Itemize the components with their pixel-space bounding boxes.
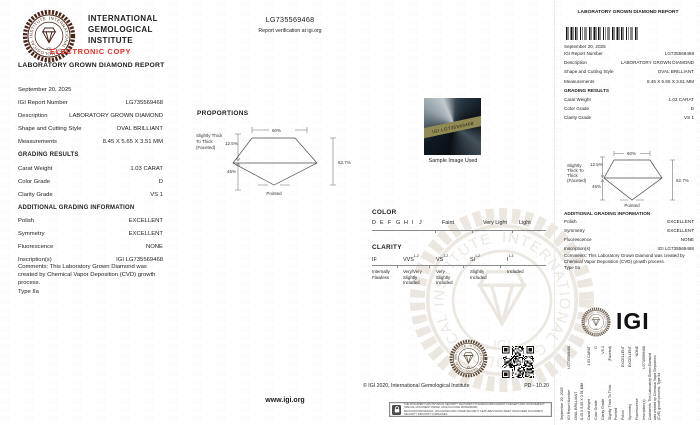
symmetry-value: EXCELLENT	[128, 231, 163, 238]
diamond-profile-diagram	[195, 120, 381, 212]
clarity-value: VS 1	[150, 191, 163, 198]
stub-color-value: D	[690, 106, 694, 112]
stub-polish-label: Polish	[564, 219, 577, 224]
stub-inscription-value: IGI LG735569468	[657, 246, 694, 252]
tab-row: Polish	[621, 410, 626, 420]
org-name	[88, 13, 158, 46]
stub-crown-pct: 12.5%	[590, 162, 603, 167]
report-date: September 20, 2025	[18, 87, 72, 93]
measurements-value: 8.45 X 5.65 X 3.51 MM	[102, 139, 163, 146]
stub-comments-block	[564, 253, 695, 272]
clarity-grade-si: SI	[470, 256, 476, 263]
tab-row: Fluorescence	[634, 398, 639, 420]
tab-row: Color Grade	[593, 400, 598, 420]
color-scale-heading: COLOR	[372, 209, 397, 216]
report-number-row	[18, 100, 163, 106]
stub-girdle-label-1: Slightly	[567, 163, 582, 168]
stub-grading-results-header: GRADING RESULTS	[564, 87, 609, 93]
report-fields	[18, 87, 163, 270]
comments-block	[18, 263, 161, 296]
security-strip	[389, 402, 552, 417]
tab-row: Inscription(s)	[641, 399, 646, 420]
clarity-scale	[372, 244, 548, 284]
color-scale	[372, 209, 548, 235]
stub-comments-text: Comments: This Laboratory Grown Diamond was created by Chemical Vapor Deposition (CVD) growth process.	[564, 253, 685, 265]
top-report-number: LG735569468	[265, 15, 315, 24]
stub-report-fields	[564, 51, 694, 125]
clarity-scale-tick	[463, 265, 464, 268]
clarity-scale-heading: CLARITY	[372, 244, 402, 251]
color-scale-tick	[512, 230, 513, 233]
security-line-2: BACKGROUND DESIGN, HOLOGRAM AND OTHER SECURITY FEATURES WHICH MEET OR EXCEED DOCUMENT SECURITY INDUSTRY GUIDELINES.	[404, 409, 543, 416]
stub-girdle-label-4: (Faceted)	[567, 178, 587, 183]
grading-results-header: GRADING RESULTS	[18, 152, 79, 159]
document-code: PD - 10.20	[524, 383, 549, 389]
clarity-scale-rule	[372, 265, 546, 266]
stub-clarity-value: VS 1	[684, 115, 694, 121]
stub-report-number-label: IGI Report Number	[564, 51, 603, 56]
polish-label: Polish	[18, 217, 35, 224]
clarity-grade-sup: 1-3	[508, 254, 514, 258]
tab-row: September 20, 2025	[560, 387, 564, 420]
stub-pavilion-pct: 45%	[592, 184, 602, 189]
stub-measurements-value: 8.45 X 5.65 X 3.51 MM	[647, 78, 694, 84]
stub-girdle-label-3: Thick	[567, 173, 578, 178]
clarity-desc-vvs: Very/Very Slightly Included	[403, 269, 422, 286]
clarity-desc-si: Slightly Included	[470, 269, 487, 280]
clarity-row	[18, 192, 163, 198]
color-letter: I	[412, 220, 414, 226]
tab-row: 8.45 X 5.65 X 3.51 MM	[580, 383, 585, 420]
stub-fluorescence-value: NONE	[680, 237, 694, 243]
pavilion-pct: 45%	[227, 169, 237, 174]
color-letter: D	[372, 220, 376, 226]
inscription-band-text: IGI LG735569468	[431, 120, 475, 134]
additional-info-header: ADDITIONAL GRADING INFORMATION	[18, 204, 135, 211]
org-line-1: INTERNATIONAL	[88, 14, 158, 23]
copyright-row	[363, 383, 549, 389]
stub-table-pct: 60%	[627, 151, 637, 156]
stub-shape-value: OVAL BRILLIANT	[657, 69, 694, 75]
clarity-grade-vvs: VVS	[403, 256, 414, 263]
color-range-very-light: Very Light	[483, 220, 507, 226]
stub-clarity-label: Clarity Grade	[564, 115, 592, 121]
inscription-label: Inscription(s)	[18, 257, 52, 264]
girdle-label-1: Slightly Thick	[196, 133, 223, 138]
description-row	[18, 113, 163, 119]
description-value: LABORATORY GROWN DIAMOND	[69, 113, 163, 120]
clarity-grade-sup: 1-2	[443, 254, 449, 258]
stub-fold-line	[554, 0, 555, 425]
polish-row	[18, 218, 163, 224]
org-line-2: GEMOLOGICAL	[88, 25, 153, 34]
girdle-label-3: (Faceted)	[196, 145, 216, 150]
stub-report-number-value: LG735569468	[664, 51, 694, 56]
report-number-value: LG735569468	[125, 100, 163, 107]
lock-icon	[392, 405, 401, 415]
clarity-grade-sup: 1-2	[475, 254, 480, 258]
polish-value: EXCELLENT	[128, 217, 163, 224]
color-value: D	[158, 178, 163, 185]
igi-stub-seal-icon	[581, 307, 611, 337]
stub-report-title: LABORATORY GROWN DIAMOND REPORT	[577, 10, 679, 15]
qr-code	[502, 346, 534, 383]
carat-label: Carat Weight	[18, 165, 53, 172]
measurements-row	[18, 139, 163, 145]
stub-girdle-label-2: Thick To	[567, 168, 584, 173]
clarity-label: Clarity Grade	[18, 191, 53, 198]
stub-color-label: Color Grade	[564, 106, 590, 112]
clarity-grade-i: I	[507, 256, 509, 263]
fluorescence-row	[18, 244, 163, 250]
stub-shape-label: Shape and Cutting Style	[564, 69, 614, 75]
electronic-copy-label: ELECTRONIC COPY	[50, 47, 132, 56]
stub-symmetry-value: EXCELLENT	[667, 228, 694, 234]
stub-carat-label: Carat Weight	[564, 96, 591, 102]
verification-block	[240, 15, 340, 34]
clarity-desc-i: Included	[507, 269, 524, 274]
igi-logo-text: IGI	[616, 308, 650, 334]
report-title: LABORATORY GROWN DIAMOND REPORT	[18, 62, 165, 69]
color-scale-tick	[472, 230, 473, 233]
stub-additional-fields	[564, 219, 694, 255]
stub-inscription-label: Inscription(s)	[564, 246, 591, 252]
tab-comments: Comments: This Laboratory Grown Diamond was created by Chemical Vapor Deposition (CVD) growth process. Type IIa	[648, 352, 662, 420]
measurements-label: Measurements	[18, 139, 57, 146]
stub-report-date: September 20, 2025	[564, 44, 606, 49]
stub-fluorescence-label: Fluorescence	[564, 237, 592, 243]
fluorescence-label: Fluorescence	[18, 244, 54, 251]
tab-row: Slightly Thick To Thick	[607, 384, 612, 420]
tab-row: IGI Report Number	[566, 389, 571, 420]
igi-footer-seal-icon	[449, 339, 488, 378]
stub-culet-label: Pointed	[624, 203, 640, 208]
tab-row: Carat Weight	[587, 399, 592, 420]
color-letter: E	[380, 220, 384, 226]
barcode	[566, 27, 638, 40]
clarity-grade-vs: VS	[436, 256, 444, 263]
shape-row	[18, 126, 163, 132]
security-text	[404, 403, 549, 415]
stub-symmetry-label: Symmetry	[564, 228, 585, 234]
clarity-desc-vs: Very Slightly Included	[436, 269, 453, 286]
org-line-3: INSTITUTE	[88, 36, 133, 45]
clarity-grade-if: IF	[372, 256, 377, 263]
proportions-heading: PROPORTIONS	[197, 110, 249, 117]
stub-description-label: Description	[564, 60, 587, 66]
depth-pct: 62.7%	[338, 160, 351, 165]
color-scale-rule	[372, 230, 546, 231]
shape-label: Shape and Cutting Style	[18, 126, 82, 133]
stub-side-tab-rotated: September 20, 2025 IGI Report Number LG735569468 OVAL BRILLIANT 8.45 X 5.65 X 3.51 MM Carat Weight 1.03 CARAT Color Grade D Clarity Grade VS 1 Slightly Thick To Thick (Faceted) Pointed Polish EXCELLENT Symmetry EXCELLENT Fluorescence NONE Inscription(s) LG735569468 Comments: This Laboratory Grown Diamond was created by Chemical Vapor Deposition (CVD) growth process. Type IIa	[560, 346, 662, 420]
table-pct: 60%	[272, 128, 282, 133]
tab-row: Pointed	[614, 407, 619, 420]
color-scale-tick	[435, 230, 436, 233]
color-letter: G	[396, 220, 401, 226]
color-letter: F	[388, 220, 392, 226]
sample-image-caption: Sample Image Used	[428, 158, 478, 164]
verification-note: Report verification at igi.org	[258, 28, 322, 34]
color-row	[18, 179, 163, 185]
clarity-grade-sup: 1-2	[413, 254, 419, 258]
clarity-scale-tick	[500, 265, 501, 268]
stub-depth-pct: 62.7%	[676, 178, 689, 183]
stub-carat-value: 1.03 CARAT	[668, 96, 694, 102]
inscription-value: IGI LG735569468	[116, 257, 163, 264]
tab-row: OVAL BRILLIANT	[573, 391, 578, 420]
report-number-label: IGI Report Number	[18, 100, 68, 107]
crown-pct: 12.5%	[225, 141, 238, 146]
fluorescence-value: NONE	[145, 244, 163, 251]
sample-diamond-photo	[424, 98, 481, 155]
copyright-text: © IGI 2020, International Gemological Institute	[363, 383, 470, 389]
color-range-light: Light	[519, 220, 531, 226]
tab-row: Symmetry	[627, 403, 632, 420]
stub-description-value: LABORATORY GROWN DIAMOND	[620, 60, 694, 66]
symmetry-row	[18, 231, 163, 237]
stub-type-line: Type IIa	[564, 265, 581, 271]
inscription-band	[424, 113, 481, 141]
stub-additional-info-header: ADDITIONAL GRADING INFORMATION	[564, 211, 651, 216]
color-range-faint: Faint	[442, 220, 454, 226]
clarity-scale-tick	[429, 265, 430, 268]
color-letter: J	[419, 220, 422, 226]
girdle-label-2: To Thick	[196, 139, 213, 144]
carat-value: 1.03 CARAT	[130, 165, 163, 172]
website-url: www.igi.org	[265, 397, 305, 404]
culet-label: Pointed	[266, 191, 282, 196]
shape-value: OVAL BRILLIANT	[116, 126, 163, 133]
carat-row	[18, 166, 163, 172]
tab-row: Clarity Grade	[600, 398, 605, 420]
type-line: Type IIa	[18, 288, 39, 295]
description-label: Description	[18, 113, 48, 120]
stub-side-tab	[560, 346, 698, 420]
comments-text: Comments: This Laboratory Grown Diamond was created by Chemical Vapor Deposition (CVD) growth process.	[18, 264, 156, 287]
color-letter: H	[404, 220, 408, 226]
symmetry-label: Symmetry	[18, 231, 45, 238]
stub-diamond-profile-diagram	[562, 146, 696, 208]
security-line-1: THE DOCUMENT HAS PHYSICAL SECURITY FEATURES TO SAFEGUARD AGAINST FORGERY AND COUNTERFEIT: SPECIAL DOCUMENT PAPER, AN EXCLUSIVE WATERMARK,	[404, 403, 545, 410]
color-label: Color Grade	[18, 178, 51, 185]
clarity-desc-if: Internally Flawless	[372, 269, 390, 280]
clarity-scale-tick	[397, 265, 398, 268]
stub-polish-value: EXCELLENT	[667, 219, 694, 224]
stub-measurements-label: Measurements	[564, 78, 595, 84]
